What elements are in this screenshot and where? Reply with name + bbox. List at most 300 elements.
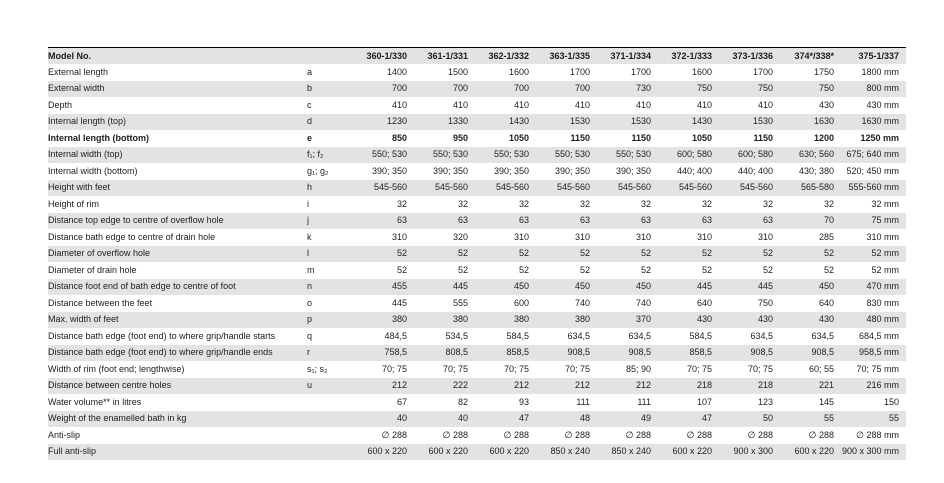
value-cell: 555 <box>452 297 468 308</box>
value-cell: 52 <box>762 248 773 259</box>
value-cell: 216 mm <box>866 380 899 391</box>
value-cell: 390; 350 <box>615 165 651 176</box>
value-cell: 52 <box>518 248 529 259</box>
value-cell: 52 <box>823 264 834 275</box>
table-row <box>48 213 906 230</box>
value-cell: 52 <box>640 248 651 259</box>
value-cell: 310 <box>513 231 529 242</box>
table-row <box>48 147 906 164</box>
value-cell: 50 <box>762 413 773 424</box>
value-cell: 470 mm <box>866 281 899 292</box>
value-cell: 123 <box>757 396 773 407</box>
value-cell: 750 <box>757 83 773 94</box>
value-cell: 32 <box>701 198 712 209</box>
value-cell: 450 <box>513 281 529 292</box>
value-cell: 380 <box>391 314 407 325</box>
value-cell: 310 <box>635 231 651 242</box>
value-cell: ∅ 288 <box>625 429 651 440</box>
value-cell: 808,5 <box>445 347 468 358</box>
model-column-header: 362-1/332 <box>488 50 529 61</box>
value-cell: 600 <box>513 297 529 308</box>
value-cell: 1500 <box>447 66 468 77</box>
value-cell: 70; 75 <box>503 363 529 374</box>
value-cell: 1150 <box>753 132 773 143</box>
value-cell: 52 <box>518 264 529 275</box>
table-row <box>48 81 906 98</box>
value-cell: 1530 <box>569 116 590 127</box>
row-symbol <box>307 427 353 444</box>
row-label: External length <box>48 66 109 77</box>
value-cell: 63 <box>762 215 773 226</box>
value-cell: 545-560 <box>617 182 651 193</box>
value-cell: 730 <box>635 83 651 94</box>
value-cell: 430 mm <box>866 99 899 110</box>
value-cell: 740 <box>635 297 651 308</box>
table-row <box>48 378 906 395</box>
value-cell: 52 <box>640 264 651 275</box>
value-cell: 440; 400 <box>676 165 712 176</box>
row-symbol: n <box>307 281 313 292</box>
row-label: Max. width of feet <box>48 314 119 325</box>
value-cell: 565-580 <box>800 182 834 193</box>
value-cell: 93 <box>518 396 529 407</box>
row-symbol: q <box>307 330 313 341</box>
row-symbol: l <box>307 248 309 259</box>
value-cell: 212 <box>391 380 407 391</box>
value-cell: 310 mm <box>866 231 899 242</box>
row-label: Height with feet <box>48 182 111 193</box>
table-row <box>48 312 906 329</box>
value-cell: 675; 640 mm <box>846 149 899 160</box>
value-cell: 640 <box>696 297 712 308</box>
value-cell: ∅ 288 <box>808 429 834 440</box>
row-label: Distance foot end of bath edge to centre of foot <box>48 281 236 292</box>
row-label: Diameter of overflow hole <box>48 248 151 259</box>
value-cell: 908,5 <box>750 347 773 358</box>
value-cell: 1630 mm <box>861 116 899 127</box>
value-cell: 1230 <box>386 116 407 127</box>
row-label: Distance top edge to centre of overflow hole <box>48 215 224 226</box>
value-cell: 684,5 mm <box>858 330 899 341</box>
value-cell: 550; 530 <box>432 149 468 160</box>
row-symbol: g₁; g₂ <box>307 165 329 176</box>
value-cell: 1800 mm <box>861 66 899 77</box>
value-cell: 545-560 <box>495 182 529 193</box>
value-cell: ∅ 288 <box>686 429 712 440</box>
value-cell: 218 <box>757 380 773 391</box>
value-cell: 908,5 <box>567 347 590 358</box>
value-cell: 1600 <box>508 66 529 77</box>
value-cell: 600 x 220 <box>672 446 712 457</box>
value-cell: 67 <box>396 396 407 407</box>
row-label: Internal length (bottom) <box>48 132 149 143</box>
value-cell: 600; 580 <box>676 149 712 160</box>
value-cell: 390; 350 <box>432 165 468 176</box>
value-cell: 600 x 220 <box>489 446 529 457</box>
value-cell: 32 <box>640 198 651 209</box>
value-cell: 1430 <box>691 116 712 127</box>
value-cell: 47 <box>518 413 529 424</box>
table-row <box>48 97 906 114</box>
value-cell: 410 <box>757 99 773 110</box>
value-cell: 70; 75 <box>442 363 468 374</box>
row-label: Distance bath edge (foot end) to where grip/handle ends <box>48 347 273 358</box>
value-cell: 545-560 <box>678 182 712 193</box>
row-label: Distance between the feet <box>48 297 153 308</box>
value-cell: 310 <box>696 231 712 242</box>
table-row <box>48 64 906 81</box>
value-cell: 82 <box>457 396 468 407</box>
value-cell: 55 <box>888 413 899 424</box>
value-cell: 40 <box>396 413 407 424</box>
value-cell: 52 <box>396 264 407 275</box>
table-row <box>48 246 906 263</box>
bath-specifications-table <box>48 47 906 460</box>
table-row <box>48 345 906 362</box>
value-cell: 410 <box>513 99 529 110</box>
value-cell: 600 x 220 <box>794 446 834 457</box>
value-cell: 1250 mm <box>860 132 899 143</box>
table-row <box>48 114 906 131</box>
value-cell: 430 <box>757 314 773 325</box>
row-symbol: d <box>307 116 313 127</box>
value-cell: 700 <box>391 83 407 94</box>
value-cell: 32 <box>457 198 468 209</box>
table-row <box>48 130 906 147</box>
row-label: External width <box>48 83 105 94</box>
value-cell: 445 <box>757 281 773 292</box>
value-cell: 1530 <box>752 116 773 127</box>
value-cell: 750 <box>818 83 834 94</box>
value-cell: 70; 75 <box>564 363 590 374</box>
value-cell: 70; 75 mm <box>856 363 899 374</box>
value-cell: 1750 <box>813 66 834 77</box>
value-cell: 545-560 <box>739 182 773 193</box>
value-cell: 390; 350 <box>371 165 407 176</box>
value-cell: 430 <box>696 314 712 325</box>
model-column-header: 360-1/330 <box>366 50 407 61</box>
value-cell: 858,5 <box>689 347 712 358</box>
row-symbol: k <box>307 231 312 242</box>
value-cell: 218 <box>696 380 712 391</box>
value-cell: 63 <box>579 215 590 226</box>
value-cell: 630; 560 <box>798 149 834 160</box>
row-label: Height of rim <box>48 198 100 209</box>
model-column-header: 375-1/337 <box>858 50 899 61</box>
value-cell: 640 <box>818 297 834 308</box>
table-row <box>48 262 906 279</box>
value-cell: ∅ 288 <box>503 429 529 440</box>
value-cell: 150 <box>883 396 899 407</box>
value-cell: 52 <box>457 248 468 259</box>
value-cell: 212 <box>513 380 529 391</box>
row-symbol: a <box>307 66 313 77</box>
value-cell: 484,5 <box>384 330 407 341</box>
value-cell: 52 <box>396 248 407 259</box>
row-symbol: h <box>307 182 313 193</box>
value-cell: 450 <box>818 281 834 292</box>
value-cell: 310 <box>574 231 590 242</box>
value-cell: 1150 <box>570 132 590 143</box>
value-cell: 410 <box>452 99 468 110</box>
value-cell: 390; 350 <box>554 165 590 176</box>
value-cell: 63 <box>640 215 651 226</box>
row-label: Width of rim (foot end; lengthwise) <box>48 363 185 374</box>
value-cell: 380 <box>452 314 468 325</box>
value-cell: 285 <box>818 231 834 242</box>
value-cell: 1150 <box>631 132 651 143</box>
row-symbol: c <box>307 99 312 110</box>
value-cell: 52 mm <box>871 264 899 275</box>
value-cell: 410 <box>574 99 590 110</box>
value-cell: ∅ 288 <box>747 429 773 440</box>
value-cell: 634,5 <box>750 330 773 341</box>
value-cell: 1530 <box>630 116 651 127</box>
value-cell: 1630 <box>813 116 834 127</box>
value-cell: 32 mm <box>871 198 899 209</box>
model-column-header: 372-1/333 <box>671 50 712 61</box>
value-cell: 545-560 <box>373 182 407 193</box>
value-cell: 63 <box>701 215 712 226</box>
value-cell: 52 mm <box>871 248 899 259</box>
value-cell: 534,5 <box>445 330 468 341</box>
value-cell: 1600 <box>691 66 712 77</box>
value-cell: 52 <box>579 248 590 259</box>
value-cell: 900 x 300 mm <box>841 446 899 457</box>
value-cell: 850 <box>391 132 407 143</box>
row-symbol: u <box>307 380 313 391</box>
value-cell: 40 <box>457 413 468 424</box>
value-cell: 380 <box>513 314 529 325</box>
value-cell: 70 <box>823 215 834 226</box>
table-row <box>48 295 906 312</box>
row-symbol: f₁; f₂ <box>307 149 324 160</box>
value-cell: 32 <box>762 198 773 209</box>
value-cell: 900 x 300 <box>733 446 773 457</box>
symbol-column-header <box>307 48 353 65</box>
value-cell: 145 <box>818 396 834 407</box>
value-cell: 55 <box>823 413 834 424</box>
value-cell: 908,5 <box>811 347 834 358</box>
row-symbol <box>307 394 353 411</box>
value-cell: 1700 <box>630 66 651 77</box>
value-cell: 111 <box>576 396 590 407</box>
value-cell: 32 <box>579 198 590 209</box>
value-cell: 63 <box>396 215 407 226</box>
value-cell: 212 <box>635 380 651 391</box>
table-row <box>48 180 906 197</box>
row-symbol: r <box>307 347 310 358</box>
value-cell: 52 <box>823 248 834 259</box>
value-cell: 700 <box>452 83 468 94</box>
value-cell: 858,5 <box>506 347 529 358</box>
value-cell: 600 x 220 <box>367 446 407 457</box>
model-column-header: 373-1/336 <box>732 50 773 61</box>
value-cell: 700 <box>513 83 529 94</box>
row-label: Internal width (top) <box>48 149 123 160</box>
row-label: Weight of the enamelled bath in kg <box>48 413 187 424</box>
row-symbol: o <box>307 297 313 308</box>
value-cell: 1330 <box>447 116 468 127</box>
value-cell: 410 <box>391 99 407 110</box>
value-cell: 52 <box>701 264 712 275</box>
value-cell: ∅ 288 mm <box>856 429 899 440</box>
value-cell: 70; 75 <box>747 363 773 374</box>
model-no-header: Model No. <box>48 50 91 61</box>
row-symbol: j <box>307 215 309 226</box>
value-cell: 740 <box>574 297 590 308</box>
value-cell: 545-560 <box>434 182 468 193</box>
spec-table-container <box>48 47 906 460</box>
value-cell: 221 <box>818 380 834 391</box>
row-label: Water volume** in litres <box>48 396 142 407</box>
value-cell: 52 <box>457 264 468 275</box>
table-row <box>48 444 906 461</box>
value-cell: 430 <box>818 99 834 110</box>
table-row <box>48 229 906 246</box>
table-row <box>48 328 906 345</box>
value-cell: 49 <box>640 413 651 424</box>
table-row <box>48 411 906 428</box>
value-cell: 111 <box>637 396 651 407</box>
value-cell: ∅ 288 <box>381 429 407 440</box>
value-cell: 908,5 <box>628 347 651 358</box>
value-cell: 222 <box>452 380 468 391</box>
value-cell: 32 <box>396 198 407 209</box>
row-label: Distance between centre holes <box>48 380 172 391</box>
value-cell: 550; 530 <box>371 149 407 160</box>
value-cell: 1050 <box>691 132 712 143</box>
table-header <box>48 48 906 65</box>
value-cell: 410 <box>635 99 651 110</box>
value-cell: 634,5 <box>567 330 590 341</box>
value-cell: 320 <box>452 231 468 242</box>
value-cell: 758,5 <box>384 347 407 358</box>
table-row <box>48 163 906 180</box>
row-symbol: s₁; s₂ <box>307 363 328 374</box>
value-cell: 430; 380 <box>798 165 834 176</box>
value-cell: 52 <box>579 264 590 275</box>
value-cell: 850 x 240 <box>611 446 651 457</box>
table-header-row <box>48 48 906 65</box>
value-cell: 440; 400 <box>737 165 773 176</box>
value-cell: 830 mm <box>866 297 899 308</box>
value-cell: 60; 55 <box>808 363 834 374</box>
table-row <box>48 361 906 378</box>
model-column-header: 371-1/334 <box>610 50 651 61</box>
table-row <box>48 394 906 411</box>
value-cell: 550; 530 <box>615 149 651 160</box>
value-cell: 1700 <box>752 66 773 77</box>
value-cell: 480 mm <box>866 314 899 325</box>
row-symbol: e <box>307 132 313 143</box>
row-symbol: i <box>307 198 309 209</box>
value-cell: 1430 <box>508 116 529 127</box>
value-cell: 455 <box>391 281 407 292</box>
value-cell: 1700 <box>569 66 590 77</box>
table-row <box>48 427 906 444</box>
value-cell: 634,5 <box>628 330 651 341</box>
value-cell: 555-560 mm <box>848 182 899 193</box>
value-cell: 52 <box>762 264 773 275</box>
value-cell: 445 <box>696 281 712 292</box>
row-label: Depth <box>48 99 73 110</box>
value-cell: 950 <box>452 132 468 143</box>
value-cell: ∅ 288 <box>564 429 590 440</box>
value-cell: 390; 350 <box>493 165 529 176</box>
value-cell: 800 mm <box>866 83 899 94</box>
value-cell: 545-560 <box>556 182 590 193</box>
value-cell: 750 <box>696 83 712 94</box>
table-body <box>48 64 906 460</box>
value-cell: 1400 <box>386 66 407 77</box>
value-cell: 958,5 mm <box>858 347 899 358</box>
value-cell: 1050 <box>508 132 529 143</box>
row-label: Internal length (top) <box>48 116 127 127</box>
value-cell: 310 <box>757 231 773 242</box>
value-cell: 52 <box>701 248 712 259</box>
row-symbol: m <box>307 264 315 275</box>
value-cell: 445 <box>452 281 468 292</box>
value-cell: 107 <box>696 396 712 407</box>
value-cell: 70; 75 <box>381 363 407 374</box>
value-cell: 445 <box>391 297 407 308</box>
table-row <box>48 279 906 296</box>
value-cell: 520; 450 mm <box>846 165 899 176</box>
value-cell: 48 <box>579 413 590 424</box>
value-cell: 32 <box>518 198 529 209</box>
value-cell: 370 <box>635 314 651 325</box>
value-cell: 75 mm <box>871 215 899 226</box>
value-cell: 32 <box>823 198 834 209</box>
value-cell: 550; 530 <box>554 149 590 160</box>
table-row <box>48 196 906 213</box>
row-symbol: b <box>307 83 313 94</box>
row-label: Diameter of drain hole <box>48 264 137 275</box>
row-label: Distance bath edge to centre of drain hole <box>48 231 216 242</box>
value-cell: 63 <box>457 215 468 226</box>
value-cell: 600; 580 <box>737 149 773 160</box>
row-label: Internal width (bottom) <box>48 165 138 176</box>
value-cell: 600 x 220 <box>428 446 468 457</box>
model-column-header: 363-1/335 <box>549 50 590 61</box>
value-cell: ∅ 288 <box>442 429 468 440</box>
value-cell: 47 <box>701 413 712 424</box>
row-symbol <box>307 444 353 461</box>
value-cell: 310 <box>391 231 407 242</box>
row-symbol <box>307 411 353 428</box>
value-cell: 430 <box>818 314 834 325</box>
value-cell: 70; 75 <box>686 363 712 374</box>
value-cell: 850 x 240 <box>550 446 590 457</box>
value-cell: 634,5 <box>811 330 834 341</box>
row-label: Distance bath edge (foot end) to where grip/handle starts <box>48 330 276 341</box>
value-cell: 380 <box>574 314 590 325</box>
value-cell: 750 <box>757 297 773 308</box>
value-cell: 1200 <box>813 132 834 143</box>
model-column-header: 374*/338* <box>794 50 834 61</box>
value-cell: 700 <box>574 83 590 94</box>
row-symbol: p <box>307 314 313 325</box>
value-cell: 450 <box>635 281 651 292</box>
value-cell: 63 <box>518 215 529 226</box>
value-cell: 212 <box>574 380 590 391</box>
model-column-header: 361-1/331 <box>427 50 468 61</box>
row-label: Full anti-slip <box>48 446 97 457</box>
value-cell: 584,5 <box>506 330 529 341</box>
value-cell: 450 <box>574 281 590 292</box>
value-cell: 85; 90 <box>625 363 651 374</box>
